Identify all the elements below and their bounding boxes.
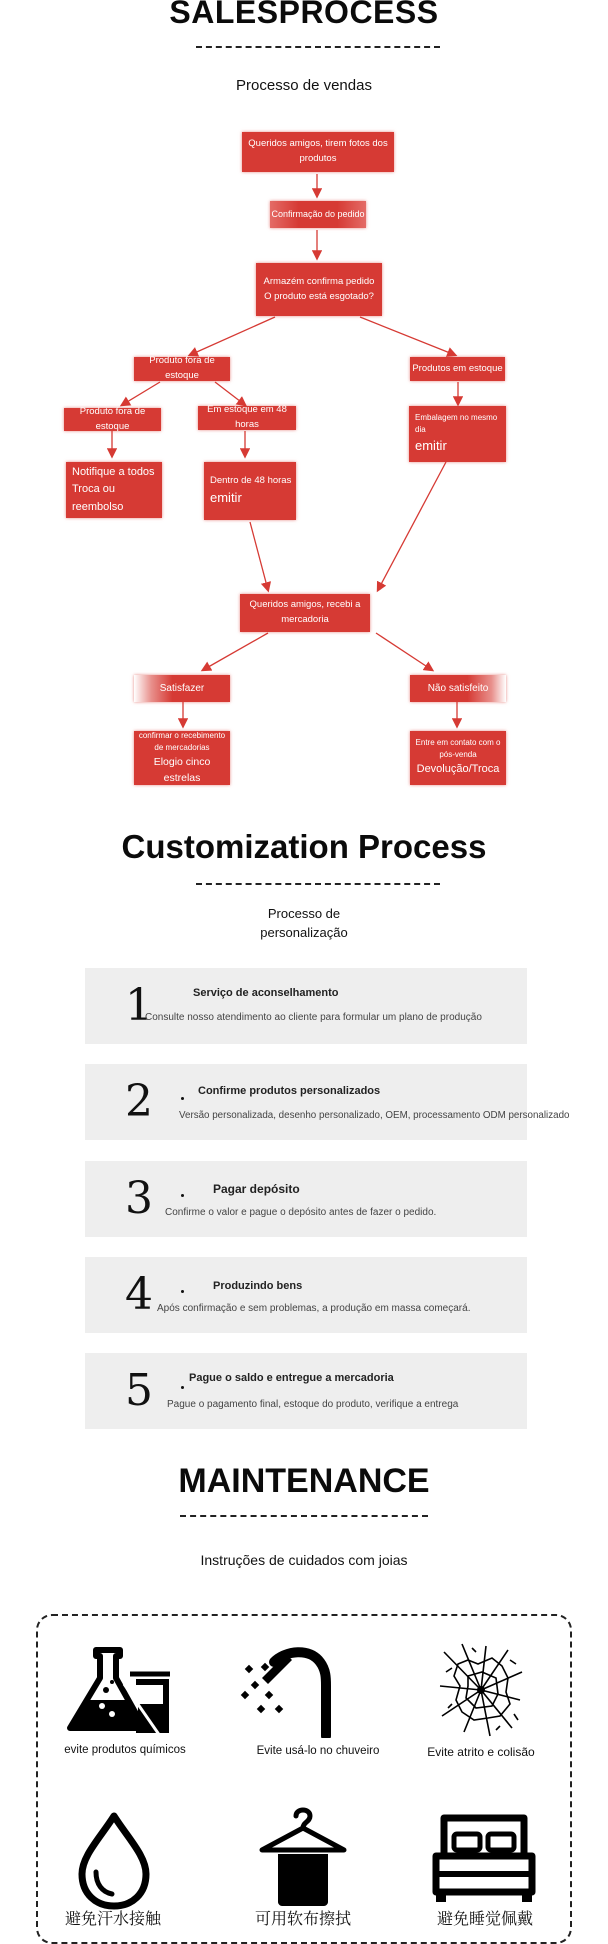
custom-step-2 [85,1064,570,1140]
step-number: 1 [125,980,153,1031]
water-drop-icon [76,1810,152,1910]
flow-exchange-refund: Troca ou reembolso [72,483,124,513]
sales-subtitle: Processo de vendas [236,77,372,94]
flow-same-day [409,406,506,462]
care-label-sleep: 避免睡觉佩戴 [436,1911,533,1928]
flow-warehouse-line1: Armazém confirma pedido [263,275,375,287]
flow-in-stock [410,357,505,381]
flow-received-text: Queridos amigos, recebi a mercadoria [249,599,361,625]
custom-title: Customization Process [121,828,487,865]
step-title: Confirme produtos personalizados [198,1085,381,1097]
arrow-warehouse-to-instock [360,317,455,355]
flow-out-of-stock-2-text: Produto fora de estoque [79,405,146,432]
step-title: Produzindo bens [213,1280,303,1292]
step-number: 3 [125,1173,153,1224]
step-desc: Confirme o valor e pague o depósito antes de fazer o pedido. [165,1207,437,1218]
flow-five-stars: Elogio cinco estrelas [153,755,211,784]
flowchart-arrows [0,0,608,800]
step-desc: Consulte nosso atendimento ao cliente para formular um plano de produção [145,1012,482,1023]
step-desc: Pague o pagamento final, estoque do produto, verifique a entrega [167,1399,459,1410]
custom-step-3 [85,1161,527,1237]
flow-not-satisfied [410,675,506,702]
care-label-chemicals: evite produtos químicos [64,1744,186,1756]
flow-confirm-order-text: Confirmação do pedido [271,208,365,219]
arrow-received-to-satisfied [203,633,268,670]
flow-confirm-receipt [134,731,230,785]
custom-subtitle-line1: Processo de [267,906,341,921]
flow-confirm-receipt-text: confirmar o recebimento de mercadorias [138,730,226,752]
flow-notify [66,462,162,518]
care-label-friction: Evite atrito e colisão [427,1745,535,1759]
flow-notify-text: Notifique a todos [72,466,155,479]
flow-out-of-stock-2 [64,405,161,432]
chemical-flask-icon [66,1644,172,1736]
flow-emit-1: emitir [415,438,447,454]
bed-icon [432,1810,536,1906]
step-bullet [181,1290,184,1293]
shower-icon [240,1642,336,1738]
flow-stock-48h-text: Em estoque em 48 horas [207,404,287,430]
flow-same-day-text: Embalagem no mesmo dia [415,412,498,434]
custom-step-4 [85,1257,527,1333]
flow-out-of-stock-text: Produto fora de estoque [149,355,215,381]
step-title: Serviço de aconselhamento [193,987,339,999]
hanger-cloth-icon [258,1804,348,1908]
flow-stock-48h [198,406,296,430]
arrow-warehouse-to-outofstock [190,317,275,355]
flow-emit-2: emitir [210,490,242,506]
care-label-sweat: 避免汗水接触 [64,1911,161,1928]
flow-take-photos [242,132,394,172]
flow-not-satisfied-text: Não satisfeito [427,682,489,694]
step-title: Pague o saldo e entregue a mercadoria [189,1372,394,1384]
step-number: 4 [125,1269,153,1320]
flow-confirm-order [270,201,366,228]
flow-take-photos-text: Queridos amigos, tirem fotos dos produtos [248,138,388,164]
shatter-icon [438,1642,524,1738]
custom-step-5 [85,1353,527,1429]
arrow-within48-to-received [250,522,268,590]
custom-subtitle-line2: personalização [260,925,348,940]
flow-within-48h-text: Dentro de 48 horas [210,474,292,486]
custom-step-1 [85,968,527,1044]
arrow-to-outofstock2 [122,382,160,405]
arrow-to-48h [215,382,245,405]
custom-subtitle [0,904,608,942]
step-number: 5 [125,1365,153,1416]
step-desc: Versão personalizada, desenho personalizado, OEM, processamento ODM personalizado [179,1110,570,1121]
maintenance-subtitle: Instruções de cuidados com joias [200,1552,408,1568]
maintenance-title: MAINTENANCE [178,1462,430,1500]
step-number: 2 [125,1076,153,1127]
maintenance-title-divider [180,1515,428,1517]
flow-warehouse [256,263,382,316]
flow-contact [410,731,506,785]
flow-in-stock-text: Produtos em estoque [412,362,503,374]
flow-return-exchange: Devolução/Troca [416,763,500,776]
step-desc: Após confirmação e sem problemas, a produção em massa começará. [157,1303,471,1314]
flow-within-48h [204,462,296,520]
arrow-emit-to-received [378,462,446,590]
step-title: Pagar depósito [213,1182,300,1196]
care-label-shower: Evite usá-lo no chuveiro [256,1745,380,1757]
custom-title-divider [196,883,440,885]
arrow-received-to-notsatisfied [376,633,432,670]
care-label-soft-cloth: 可用软布擦拭 [254,1911,351,1928]
step-bullet [181,1097,184,1100]
flow-warehouse-line2: O produto está esgotado? [264,290,374,302]
sales-title: SALESPROCESS [169,0,439,30]
flow-satisfied [134,675,230,702]
flow-out-of-stock [134,357,230,381]
flow-satisfied-text: Satisfazer [159,682,205,694]
step-bullet [181,1194,184,1197]
flow-received [240,594,370,632]
flow-contact-text: Entre em contato com o pós-venda [415,738,501,760]
step-bullet [181,1386,184,1389]
